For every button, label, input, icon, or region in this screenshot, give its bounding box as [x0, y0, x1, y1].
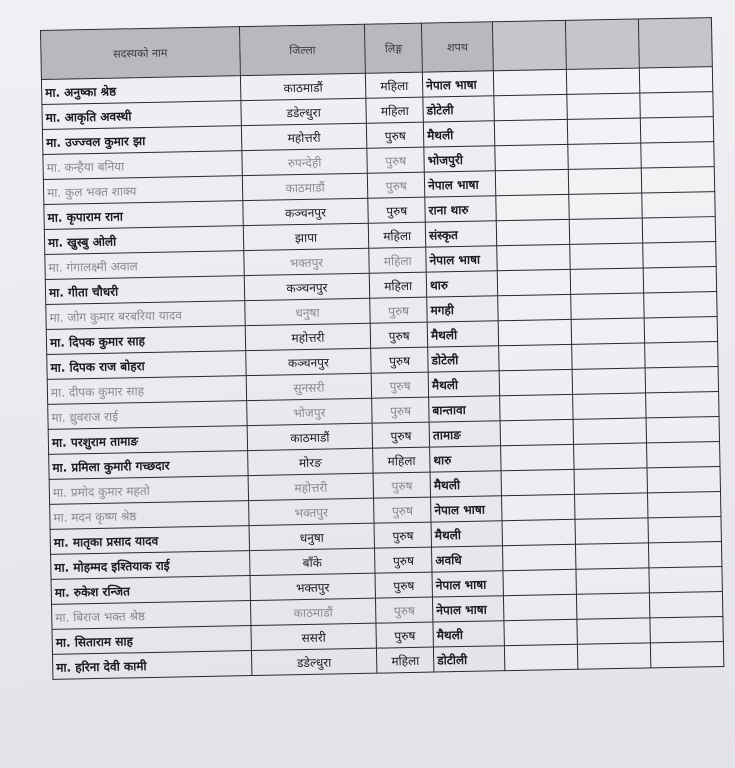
blank-cell-3	[640, 117, 714, 143]
district-cell: मोरङ	[247, 448, 373, 475]
gender-cell: महिला	[377, 647, 434, 673]
member-name-cell: मा. गंगालक्ष्मी अवाल	[45, 251, 244, 280]
blank-cell-3	[640, 92, 714, 118]
gender-cell: पुरुष	[370, 297, 427, 323]
district-cell: डडेल्धुरा	[251, 648, 377, 675]
oath-language-cell: मैथली	[431, 521, 502, 547]
header-gender: लिङ्ग	[365, 23, 423, 73]
blank-cell-2	[577, 618, 650, 644]
blank-cell-1	[494, 119, 567, 145]
blank-cell-3	[644, 317, 718, 343]
gender-cell: महिला	[366, 72, 423, 98]
member-name-cell: मा. दिपक कुमार साह	[46, 326, 245, 355]
blank-cell-1	[504, 619, 577, 645]
blank-cell-2	[568, 168, 641, 194]
district-cell: झापा	[243, 223, 369, 250]
blank-cell-1	[496, 194, 569, 220]
blank-cell-1	[501, 444, 574, 470]
oath-table	[40, 17, 724, 680]
blank-cell-1	[499, 344, 572, 370]
blank-cell-1	[501, 469, 574, 495]
member-name-cell: मा. अनुष्का श्रेष्ठ	[41, 76, 240, 105]
gender-cell: महिला	[369, 222, 426, 248]
oath-language-cell: तामाङ	[429, 421, 500, 447]
oath-language-cell: थारु	[430, 446, 501, 472]
oath-language-cell: डोटीली	[433, 646, 504, 672]
gender-cell: पुरुष	[376, 622, 433, 648]
blank-cell-2	[577, 643, 650, 669]
blank-cell-1	[494, 94, 567, 120]
district-cell: कञ्चनपुर	[245, 348, 371, 375]
blank-cell-3	[649, 567, 723, 593]
blank-cell-2	[573, 418, 646, 444]
blank-cell-2	[571, 318, 644, 344]
blank-cell-3	[650, 641, 724, 667]
oath-language-cell: भोजपुरी	[424, 146, 495, 172]
blank-cell-2	[572, 343, 645, 369]
blank-cell-1	[498, 319, 571, 345]
blank-cell-2	[573, 393, 646, 419]
member-name-cell: मा. रुकेश रन्जित	[51, 576, 250, 605]
blank-cell-1	[500, 394, 573, 420]
district-cell: कञ्चनपुर	[244, 273, 370, 300]
oath-language-cell: मैथली	[427, 321, 498, 347]
blank-cell-3	[646, 417, 720, 443]
member-name-cell: मा. प्रमोद कुमार महतो	[49, 476, 248, 505]
gender-cell: पुरुष	[367, 122, 424, 148]
blank-cell-3	[650, 616, 724, 642]
gender-cell: पुरुष	[371, 322, 428, 348]
oath-language-cell: नेपाल भाषा	[433, 596, 504, 622]
blank-cell-3	[647, 467, 721, 493]
member-name-cell: मा. प्रमिला कुमारी गच्छदार	[49, 451, 248, 480]
district-cell: सुनसरी	[246, 373, 372, 400]
blank-cell-2	[566, 68, 639, 94]
blank-cell-3	[645, 342, 719, 368]
blank-cell-3	[642, 192, 716, 218]
member-name-cell: मा. कुल भक्त शाक्य	[43, 176, 242, 205]
blank-cell-2	[576, 593, 649, 619]
blank-cell-3	[641, 142, 715, 168]
oath-language-cell: मैथली	[428, 371, 499, 397]
blank-cell-2	[571, 293, 644, 319]
blank-cell-3	[648, 542, 722, 568]
oath-language-cell: बान्तावा	[429, 396, 500, 422]
gender-cell: महिला	[373, 447, 430, 473]
header-blank-3	[638, 18, 712, 68]
blank-cell-2	[572, 368, 645, 394]
blank-cell-3	[646, 392, 720, 418]
header-blank-2	[565, 19, 639, 69]
member-name-cell: मा. मातृका प्रसाद यादव	[50, 526, 249, 555]
blank-cell-3	[641, 167, 715, 193]
member-name-cell: मा. आकृति अवस्थी	[42, 101, 241, 130]
gender-cell: महिला	[369, 247, 426, 273]
blank-cell-1	[493, 69, 566, 95]
blank-cell-1	[497, 244, 570, 270]
member-name-cell: मा. हरिना देवी कामी	[52, 651, 251, 680]
member-name-cell: मा. परशुराम तामाङ	[48, 426, 247, 455]
gender-cell: पुरुष	[371, 372, 428, 398]
gender-cell: महिला	[370, 272, 427, 298]
member-name-cell: मा. दीपक कुमार साह	[47, 376, 246, 405]
oath-language-cell: नेपाल भाषा	[431, 496, 502, 522]
oath-language-cell: नेपाल भाषा	[426, 246, 497, 272]
district-cell: बाँके	[249, 548, 375, 575]
blank-cell-3	[643, 242, 717, 268]
blank-cell-2	[575, 518, 648, 544]
district-cell: भक्तपुर	[250, 573, 376, 600]
blank-cell-2	[574, 443, 647, 469]
header-oath: शपथ	[422, 22, 494, 72]
member-name-cell: मा. उज्ज्वल कुमार झा	[42, 126, 241, 155]
district-cell: काठमाडौं	[242, 173, 368, 200]
oath-language-cell: थारु	[426, 271, 497, 297]
district-cell: भक्तपुर	[248, 498, 374, 525]
district-cell: कञ्चनपुर	[242, 198, 368, 225]
district-cell: महोत्तरी	[245, 323, 371, 350]
gender-cell: पुरुष	[374, 497, 431, 523]
blank-cell-3	[645, 367, 719, 393]
member-name-cell: मा. कन्हैया बनिया	[43, 151, 242, 180]
district-cell: ससरी	[251, 623, 377, 650]
member-name-cell: मा. जोग कुमार बरबरिया यादव	[46, 301, 245, 330]
blank-cell-3	[647, 492, 721, 518]
table-body	[41, 67, 723, 680]
oath-language-cell: मगही	[427, 296, 498, 322]
member-name-cell: मा. बिराज भक्त श्रेष्ठ	[52, 601, 251, 630]
blank-cell-1	[498, 294, 571, 320]
blank-cell-2	[569, 193, 642, 219]
gender-cell: पुरुष	[374, 522, 431, 548]
gender-cell: पुरुष	[372, 397, 429, 423]
blank-cell-1	[495, 169, 568, 195]
blank-cell-1	[497, 269, 570, 295]
blank-cell-1	[495, 144, 568, 170]
member-name-cell: मा. मदन कृष्ण श्रेष्ठ	[50, 501, 249, 530]
blank-cell-3	[639, 67, 713, 93]
oath-language-cell: नेपाल भाषा	[424, 171, 495, 197]
gender-cell: पुरुष	[375, 572, 432, 598]
member-name-cell: मा. कृपाराम राना	[44, 201, 243, 230]
blank-cell-1	[504, 644, 577, 670]
member-name-cell: मा. गीता चौधरी	[45, 276, 244, 305]
oath-language-cell: मैथली	[423, 121, 494, 147]
blank-cell-3	[649, 592, 723, 618]
header-blank-1	[492, 20, 566, 70]
blank-cell-3	[644, 292, 718, 318]
gender-cell: पुरुष	[376, 597, 433, 623]
blank-cell-2	[575, 543, 648, 569]
oath-language-cell: मैथली	[433, 621, 504, 647]
member-name-cell: मा. सिताराम साह	[52, 626, 251, 655]
oath-language-cell: मैथली	[430, 471, 501, 497]
gender-cell: पुरुष	[373, 472, 430, 498]
blank-cell-1	[496, 219, 569, 245]
blank-cell-1	[503, 569, 576, 595]
oath-language-cell: नेपाल भाषा	[422, 71, 493, 97]
district-cell: डडेल्धुरा	[241, 98, 367, 125]
oath-language-cell: अवधि	[432, 546, 503, 572]
gender-cell: पुरुष	[372, 422, 429, 448]
oath-language-cell: राना थारु	[425, 196, 496, 222]
blank-cell-2	[576, 568, 649, 594]
blank-cell-1	[503, 544, 576, 570]
member-name-cell: मा. मोहम्मद इश्तियाक राई	[51, 551, 250, 580]
gender-cell: महिला	[366, 97, 423, 123]
district-cell: रुपन्देही	[242, 148, 368, 175]
blank-cell-3	[648, 517, 722, 543]
district-cell: भोजपुर	[246, 398, 372, 425]
district-cell: धनुषा	[249, 523, 375, 550]
header-member-name: सदस्यको नाम	[41, 27, 241, 80]
district-cell: काठमाडौं	[250, 598, 376, 625]
blank-cell-1	[502, 519, 575, 545]
gender-cell: पुरुष	[368, 172, 425, 198]
blank-cell-1	[502, 494, 575, 520]
blank-cell-3	[643, 267, 717, 293]
blank-cell-1	[503, 594, 576, 620]
blank-cell-1	[499, 369, 572, 395]
member-name-cell: मा. ध्रुवराज राई	[48, 401, 247, 430]
header-district: जिल्ला	[239, 24, 366, 75]
gender-cell: पुरुष	[371, 347, 428, 373]
member-name-cell: मा. दिपक राज बोहरा	[47, 351, 246, 380]
blank-cell-2	[568, 143, 641, 169]
district-cell: महोत्तरी	[248, 473, 374, 500]
blank-cell-2	[570, 268, 643, 294]
district-cell: धनुषा	[244, 298, 370, 325]
blank-cell-2	[569, 218, 642, 244]
blank-cell-3	[646, 442, 720, 468]
district-cell: काठमाडौं	[240, 73, 366, 100]
gender-cell: पुरुष	[375, 547, 432, 573]
oath-language-cell: डोटेली	[423, 96, 494, 122]
district-cell: काठमाडौं	[247, 423, 373, 450]
member-name-cell: मा. खुस्बु ओली	[44, 226, 243, 255]
blank-cell-2	[574, 468, 647, 494]
gender-cell: पुरुष	[368, 197, 425, 223]
oath-language-cell: नेपाल भाषा	[432, 571, 503, 597]
blank-cell-2	[574, 493, 647, 519]
gender-cell: पुरुष	[367, 147, 424, 173]
district-cell: भक्तपुर	[243, 248, 369, 275]
oath-language-cell: डोटेली	[428, 346, 499, 372]
blank-cell-2	[570, 243, 643, 269]
blank-cell-2	[567, 93, 640, 119]
blank-cell-2	[567, 118, 640, 144]
blank-cell-3	[642, 217, 716, 243]
district-cell: महोत्तरी	[241, 123, 367, 150]
blank-cell-1	[500, 419, 573, 445]
oath-language-cell: संस्कृत	[425, 221, 496, 247]
